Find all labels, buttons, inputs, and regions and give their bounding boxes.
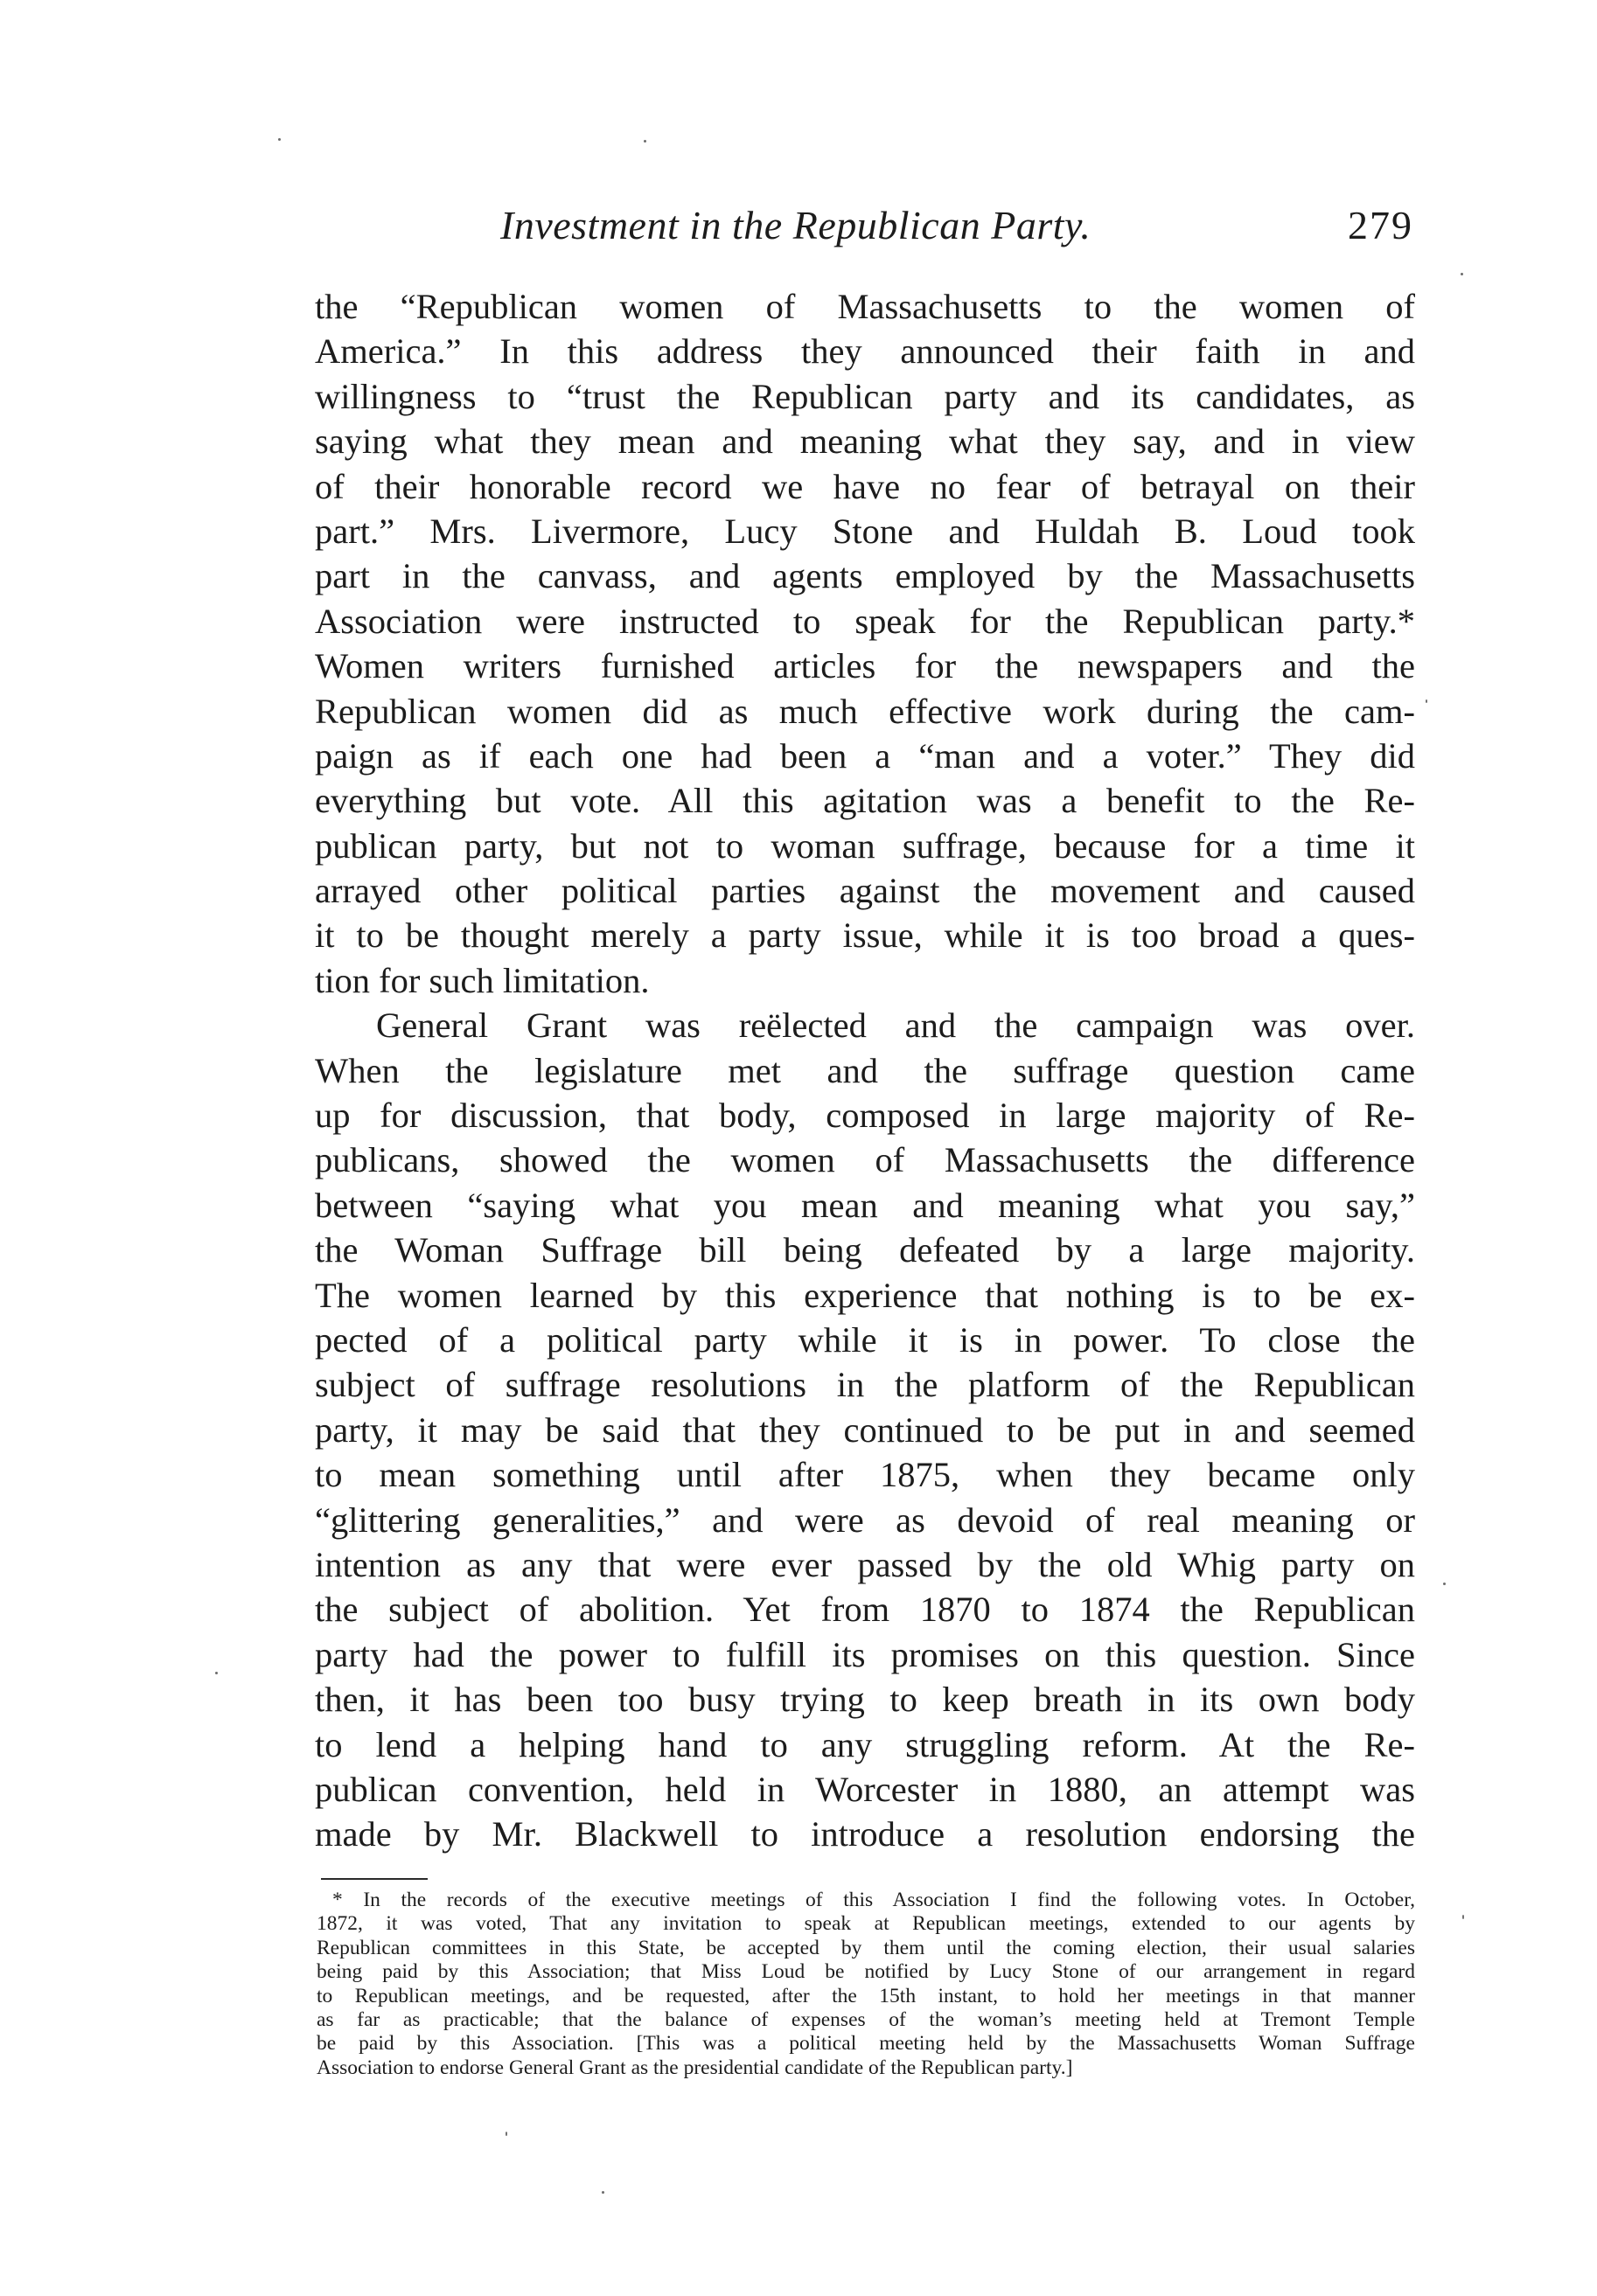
scan-speck	[602, 2191, 604, 2194]
text-line: it to be thought merely a party issue, while it is too broad a ques-	[315, 915, 1415, 956]
text-line: America.” In this address they announced their faith in and	[315, 331, 1415, 372]
scan-speck	[215, 1672, 218, 1674]
text-line: pected of a political party while it is in power. To close the	[315, 1319, 1415, 1360]
text-line: saying what they mean and meaning what they say, and in view	[315, 421, 1415, 462]
text-line: publican party, but not to woman suffrage, because for a time it	[315, 825, 1415, 866]
text-line: publicans, showed the women of Massachusetts the difference	[315, 1140, 1415, 1180]
text-line: The women learned by this experience that nothing is to be ex-	[315, 1275, 1415, 1315]
text-line: “glittering generalities,” and were as devoid of real meaning or	[315, 1499, 1415, 1540]
text-line: When the legislature met and the suffrage question came	[315, 1050, 1415, 1090]
text-line: tion for such limitation.	[315, 960, 650, 1000]
body-text	[315, 284, 1415, 1857]
footnote-line: * In the records of the executive meetings of this Association I find the following votes. In October,	[332, 1889, 1415, 1911]
text-line: part.” Mrs. Livermore, Lucy Stone and Huldah B. Loud took	[315, 511, 1415, 551]
text-line: part in the canvass, and agents employed by the Massachusetts	[315, 556, 1415, 596]
text-line: between “saying what you mean and meaning what you say,”	[315, 1185, 1415, 1225]
footnote-line: 1872, it was voted, That any invitation to speak at Republican meetings, extended to our agents by	[317, 1912, 1415, 1936]
text-line: willingness to “trust the Republican party and its candidates, as	[315, 376, 1415, 416]
scan-speck	[278, 138, 281, 141]
text-line: Republican women did as much effective work during the cam-	[315, 691, 1415, 731]
footnote-line: Republican committees in this State, be accepted by them until the coming election, their usual salaries	[317, 1936, 1415, 1959]
footnote-line: to Republican meetings, and be requested, after the 15th instant, to hold her meetings in that manner	[317, 1984, 1415, 2007]
footnote-divider	[321, 1878, 428, 1880]
scan-speck	[1426, 699, 1427, 703]
text-line: of their honorable record we have no fear of betrayal on their	[315, 466, 1415, 506]
scan-speck	[506, 2132, 507, 2136]
text-line: then, it has been too busy trying to keep breath in its own body	[315, 1680, 1415, 1720]
text-line: subject of suffrage resolutions in the platform of the Republican	[315, 1365, 1415, 1405]
footnote	[317, 1889, 1415, 2080]
footnote-line: Association to endorse General Grant as the presidential candidate of the Republican party.]	[317, 2056, 1073, 2079]
text-line: the Woman Suffrage bill being defeated by a large majority.	[315, 1230, 1415, 1270]
scan-speck	[1462, 1915, 1464, 1919]
text-line: paign as if each one had been a “man and a voter.” They did	[315, 735, 1415, 776]
text-line: to mean something until after 1875, when they became only	[315, 1455, 1415, 1495]
footnote-line: being paid by this Association; that Miss Loud be notified by Lucy Stone of our arrangement in regard	[317, 1960, 1415, 1984]
page-number: 279	[1348, 203, 1413, 247]
text-line: to lend a helping hand to any struggling reform. At the Re-	[315, 1724, 1415, 1764]
text-line: made by Mr. Blackwell to introduce a resolution endorsing the	[315, 1814, 1415, 1854]
scan-speck	[1461, 273, 1463, 275]
running-head	[500, 199, 1413, 261]
text-line: up for discussion, that body, composed in large majority of Re-	[315, 1096, 1415, 1136]
footnote-line: be paid by this Association. [This was a political meeting held by the Massachusetts Woman Suffrage	[317, 2032, 1415, 2056]
text-line: party had the power to fulfill its promises on this question. Since	[315, 1634, 1415, 1674]
text-line: intention as any that were ever passed by the old Whig party on	[315, 1544, 1415, 1584]
text-line: everything but vote. All this agitation was a benefit to the Re-	[315, 781, 1415, 821]
text-line: Association were instructed to speak for the Republican party.*	[315, 601, 1415, 641]
scan-speck	[1443, 1583, 1446, 1585]
text-line: General Grant was reëlected and the campaign was over.	[376, 1005, 1415, 1046]
text-line: party, it may be said that they continued to be put in and seemed	[315, 1409, 1415, 1450]
text-line: the “Republican women of Massachusetts to the women of	[315, 287, 1415, 326]
text-line: arrayed other political parties against the movement and caused	[315, 871, 1415, 911]
text-line: publican convention, held in Worcester in 1880, an attempt was	[315, 1769, 1415, 1809]
running-head-title: Investment in the Republican Party.	[500, 203, 1091, 247]
scan-speck	[644, 140, 646, 143]
text-line: Women writers furnished articles for the newspapers and the	[315, 646, 1415, 686]
text-line: the subject of abolition. Yet from 1870 to 1874 the Republican	[315, 1590, 1415, 1630]
footnote-line: as far as practicable; that the balance of expenses of the woman’s meeting held at Tremont Temple	[317, 2007, 1415, 2031]
